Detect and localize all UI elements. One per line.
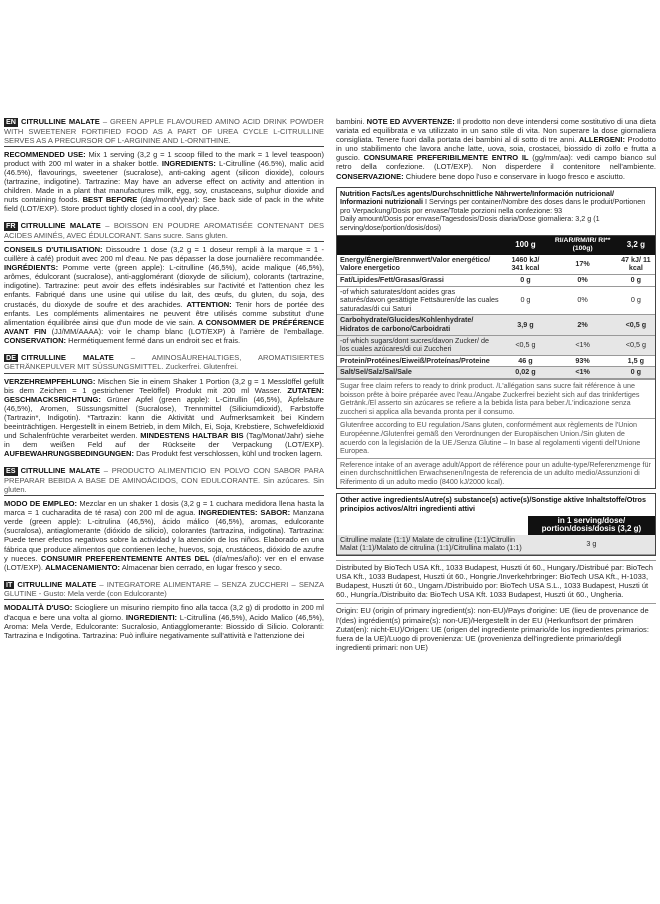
nutrition-grid xyxy=(337,236,655,379)
use-label: VERZEHREMPFEHLUNG: xyxy=(4,376,96,386)
value-ri: 0% xyxy=(549,275,617,287)
origin-info: Origin: EU (origin of primary ingredient(s): non-EU)/Pays d'origine: UE (lieu de provenance de l'(des) ingrédient(s) primaire(s): non-UE)/Hergestellt in der EU (Herkunftsort der primären Zutat(en): nicht-EU)/Origen: UE (origen del ingrediente primario/de los ingredientes primarios: fuera de la UE)/Luogo di provenienza: UE (provenienza dell'ingrediente primario/degli ingredienti primari: non UE) xyxy=(336,603,656,651)
use-text: Mezclar en un shaker 1 dosis (3,2 g = 1 cuchara medidora llena hasta la marca = 1 cucharadita de té rasa) con 200 ml de agua. xyxy=(4,499,324,518)
best-before-text: (JJ/MM/AAAA): voir le champ blanc (LOT/EXP) à l'arrière de l'emballage. xyxy=(46,326,324,336)
empty-header-cell xyxy=(337,236,502,255)
other-ingredients-grid xyxy=(337,516,655,555)
reference-intake-note: Reference intake of an average adult/Apport de référence pour un adulte-type/Referenzmenge für einen durchschnittlichen Erwachsenen/Ingesta de referencia de un adulto medio/Assunzioni di Riferimento di un adulto medio (8400 kJ/2000 kcal). xyxy=(337,458,655,489)
value-100g: 0,02 g xyxy=(502,367,548,379)
section-it-continued xyxy=(336,117,656,181)
nutrient-name: Salt/Sel/Salz/Sal/Sale xyxy=(337,367,502,379)
conservation-text: Hermétiquement fermé dans un endroit sec et frais. xyxy=(66,335,241,345)
nutrient-name: Protein/Protéines/Eiweiß/Proteínas/Proteine xyxy=(337,355,502,367)
section-en-header xyxy=(4,117,324,147)
storage-text: Almacenar bien cerrado, en lugar fresco y seco. xyxy=(120,562,282,572)
nutrient-name: Fat/Lipides/Fett/Grasas/Grassi xyxy=(337,275,502,287)
allergens-label: ALLERGENI: xyxy=(578,135,625,145)
section-fr-body xyxy=(4,245,324,345)
use-text: Sciogliere un misurino riempito fino alla tacca (3,2 g) di prodotto in 200 ml d'acqua e bere una volta al giorno. xyxy=(4,603,324,622)
product-description: – GREEN APPLE FLAVOURED AMINO ACID DRINK POWDER WITH SWEETENER FORTIFIED FOOD AS A PART OF UREA CYCLE L-CITRULLINE SERVES AS A PRECURSOR OF L-ARGININE AND L-ORNITHINE. xyxy=(4,117,324,145)
lang-badge-fr: FR xyxy=(6,221,16,231)
section-it xyxy=(4,580,324,640)
ingredients-text: Pomme verte (green apple): L-citrulline (46,5%), acide malique (46,5%), arômes, édulcorant (sucralose), anti-agglomérant (dioxyde de silicium), colorants (tartrazine, indigotine). Tartrazine: peut avoir des effets indésirables sur l'activité et l'attention chez les enfants. Fabriqué dans une usine qui utilise du lait, des œufs, du gluten, du soja, des crustacés, du dioxyde de soufre et des arachides. xyxy=(4,263,324,309)
value-100g: 0 g xyxy=(502,275,548,287)
it-text-1: bambini. xyxy=(336,117,367,126)
value-100g: 1460 kJ/ 341 kcal xyxy=(502,255,548,275)
attention-text: Tenir hors de portée des enfants. Les compléments alimentaires ne peuvent être utilisés comme substitut d'une alimentation équilibrée ainsi que d'un mode de vie sain. xyxy=(4,299,324,327)
best-before-label: A CONSOMMER DE PRÉFÉRENCE AVANT FIN xyxy=(4,317,324,336)
value-serving: <0,5 g xyxy=(617,335,655,355)
ingredients-label: INGREDIENTI: xyxy=(125,612,178,622)
product-title: CITRULLINE MALATE xyxy=(20,466,101,476)
product-title: CITRULLINE MALATE xyxy=(21,352,114,362)
it-text-2: Il prodotto non deve intendersi come sostitutivo di una dieta variata ed equilibrata e va utilizzato in un sano stile di vita. Non superare la dose giornaliera consigliata. Tenere fuori dalla portata dei bambini al di sotto di tre anni. xyxy=(336,117,656,145)
storage-text: Das Produkt fest verschlossen, kühl und trocken lagern. xyxy=(133,449,323,459)
table-row xyxy=(337,367,655,379)
use-label: MODO DE EMPLEO: xyxy=(4,499,77,509)
ingredients-text: L-Citrullina (46,5%), Acido Malico (46,5%), Aroma: Mela Verde, Edulcorante: Sucralosio, Antiagglomerante: Biossido di Silicio. Coloranti: Tartrazina e Indigotina. Tartrazina: Può influire negativamente sull'attività e l'attenzione dei xyxy=(4,612,324,640)
ingredients-label: INGREDIENTES: SABOR: xyxy=(198,508,291,518)
nutrient-name: -of which sugars/dont sucres/davon Zucker/ de los cuales azúcares/di cui Zuccheri xyxy=(337,335,502,355)
serving-column-header: in 1 serving/dose/ portion/dosis/dosis (3,2 g) xyxy=(528,516,655,535)
ingredients-label: ZUTATEN: GESCHMACKSRICHTUNG: xyxy=(4,385,324,404)
lang-badge-it: IT xyxy=(6,579,13,589)
nutrition-table xyxy=(336,187,656,490)
lang-badge-es: ES xyxy=(6,466,16,476)
product-title: CITRULLINE MALATE xyxy=(17,579,97,589)
value-serving: 0 g xyxy=(617,286,655,315)
table-row xyxy=(337,286,655,315)
col-header-ri: RI/AR/RM/IR/ RI** (100g) xyxy=(549,236,617,255)
other-ingredients-title: Other active ingredients/Autre(s) substance(s) active(s)/Sonstige aktive Inhaltstoffe/Otros principios activos/Altri ingredienti attivi xyxy=(340,495,646,514)
ingredients-text: L-Citrulline (46.5%), malic acid (46.5%), flavourings, sweetener (sucralose), anti-caking agent (silicon dioxide), colours (tartrazine, indigotine). Tartrazine: May have an adverse effect on activity and attention in children. Made in a plant that manufactures milk, egg, soy, crustaceans, sulphur dioxide and nuts containing foods. xyxy=(4,158,324,205)
value-serving: 0 g xyxy=(617,275,655,287)
conservation-label: CONSERVAZIONE: xyxy=(336,171,404,181)
best-before-label: CONSUMARE PREFERIBILMENTE ENTRO IL xyxy=(363,153,529,163)
table-row xyxy=(337,275,655,287)
notes-label: NOTE ED AVVERTENZE: xyxy=(366,117,455,126)
sugar-free-note: Sugar free claim refers to ready to drink product. /L'allégation sans sucre fait référence à une boisson prête à boire préparée avec l'eau./Angabe Zuckerfrei bezieht sich auf das trinkfertiges Getränk./El asserto sin azúcares se refiere a la bebida lista para beber./L'indicazione senza zuccheri si applica alla bevanda pronta per il consumo. xyxy=(337,379,655,418)
value-serving: 1,5 g xyxy=(617,355,655,367)
table-row xyxy=(337,535,655,555)
value-serving: 0 g xyxy=(617,367,655,379)
value-100g: 46 g xyxy=(502,355,548,367)
value-ri: 17% xyxy=(549,255,617,275)
use-label: CONSEILS D'UTILISATION: xyxy=(4,244,103,254)
use-label: RECOMMENDED USE: xyxy=(4,149,86,159)
nutrition-header xyxy=(337,188,655,236)
nutrient-name: -of which saturates/dont acides gras saturés/davon gesättigte Fettsäuren/de las cuales saturadas/di cui Saturi xyxy=(337,286,502,315)
best-before-label: BEST BEFORE xyxy=(82,195,138,205)
section-fr-header xyxy=(4,221,324,242)
section-it-body xyxy=(4,603,324,639)
section-en-body xyxy=(4,150,324,214)
other-ingredients-table xyxy=(336,493,656,556)
product-description: – AMINOSÄUREHALTIGES, AROMATISIERTES GETRÄNKEPULVER MIT SÜSSUNGSMITTEL. Zuckerfrei. Glutenfrei. xyxy=(4,352,325,372)
value-ri: <1% xyxy=(549,335,617,355)
best-before-text: (Tag/Monat/Jahr) siehe in dem weißen Feld auf der Rückseite der Verpackung (LOT/EXP). xyxy=(4,431,324,450)
right-column xyxy=(336,117,656,652)
left-column xyxy=(4,117,324,648)
servings-per-container: I Servings per container/Nombre des doses dans le produit/Portionen pro Verpackung/Dosis por envase/Totale porzioni nella confezione: 93 xyxy=(340,197,646,215)
nutrition-title: Nutrition Facts/Les agents/Durchschnittliche Nährwerte/Información nutricional/ Informazioni nutrizionali xyxy=(340,188,614,207)
best-before-label: CONSUMIR PREFERENTEMENTE ANTES DEL xyxy=(40,553,210,563)
product-title: CITRULLINE MALATE xyxy=(21,117,100,126)
value-100g: <0,5 g xyxy=(502,335,548,355)
ingredients-label: INGRÉDIENTS: xyxy=(4,263,59,273)
section-it-header xyxy=(4,580,324,601)
attention-label: ATTENTION: xyxy=(186,299,232,309)
product-description: – BOISSON EN POUDRE AROMATISÉE CONTENANT DES ACIDES AMINÉS, AVEC ÉDULCORANT. Sans sucre. Sans gluten. xyxy=(4,221,324,240)
gluten-free-note: Glutenfree according to EU regulation./Sans gluten, conformément aux règlements de l'Union Européenne./Glutenfrei gemäß den Verordnungen der Europäischen Union./Sin gluten de acuerdo con la legislación de la UE./Senza Glutine – In base al regolamenti vigenti dell'Unione Europea. xyxy=(337,418,655,457)
section-fr xyxy=(4,221,324,345)
nutrient-name: Carbohydrate/Glucides/Kohlenhydrate/ Hidratos de carbono/Carboidrati xyxy=(337,315,502,335)
value-ri: 93% xyxy=(549,355,617,367)
section-es-body xyxy=(4,499,324,572)
ingredients-label: INGREDIENTS: xyxy=(161,158,216,168)
value-serving: 47 kJ/ 11 kcal xyxy=(617,255,655,275)
ingredient-amount: 3 g xyxy=(528,535,655,555)
nutrient-name: Energy/Énergie/Brennwert/Valor energético/ Valore energetico xyxy=(337,255,502,275)
distributor-info: Distributed by BioTech USA Kft., 1033 Budapest, Huszti út 60., Hungary./Distribué par: BioTech USA Kft., 1033 Budapest, Huszti út 60., Hongrie./Inverkehrbringer: BioTech USA Kft., H-1033, Budapest, Huszti út 60., Ungarn./Distribuido por: BioTech USA S.L., 1033 Budapest, Huszti út 60., Hungría./Distribuito da: BioTech USA Kft. 1033 Budapest, Huszti út 60., Ungheria. xyxy=(336,560,656,599)
ingredients-text: Grüner Apfel (green apple): L-Citrullin (46,5%), Äpfelsäure (46,5%), Aromen, Süssungsmittel (Sucralose), Trennmittel (Siliciumdioxid), Farbstoffe (Tartrazin*, Indigotin). *Tartrazin: kann die Aktivität und Aufmerksamkeit bei Kindern beeinträchtigen. Hergestellt in einem Betrieb, in dem Milch, Ei, Soja, Krebstiere, Schwefeldioxid und Schalenfrüchte verarbeitet werden. xyxy=(4,394,324,441)
section-en xyxy=(4,117,324,213)
use-text: Dissoudre 1 dose (3,2 g = 1 doseur rempli à la marque = 1 - cuillère à café) produit avec 200 ml d'eau. Ne pas dépasser la dose journalière recommandée. xyxy=(4,244,324,264)
use-text: Mix 1 serving (3,2 g = 1 scoop filled to the mark = 1 level teaspoon) product with 200 ml water in a shaker bottle. xyxy=(4,149,324,168)
value-ri: 2% xyxy=(549,315,617,335)
value-100g: 0 g xyxy=(502,286,548,315)
value-serving: <0,5 g xyxy=(617,315,655,335)
col-header-serving: 3,2 g xyxy=(617,236,655,255)
product-description: – INTEGRATORE ALIMENTARE – SENZA ZUCCHERI – SENZA GLUTINE - Gusto: Mela verde (con Edulcorante) xyxy=(4,579,324,599)
use-text: Mischen Sie in einem Shaker 1 Portion (3,2 g = 1 Messlöffel gefüllt bis dem Zeichen = 1 gestrichener Teelöffel) Produkt mit 200 ml Wasser. xyxy=(4,376,324,395)
product-description: – PRODUCTO ALIMENTICIO EN POLVO CON SABOR PARA PREPARAR BEBIDA A BASE DE AMINOÁCIDOS, CON EDULCORANTE. Sin azúcares. Sin gluten. xyxy=(4,466,324,494)
ingredients-text: Manzana verde (green apple): L-citrulina (46,5%), ácido málico (46,5%), aromas, edulcorante (sucralosa), antiaglomerante (dióxido de silicio), colorantes (tartrazina, indigotina). Tartrazina: Puede tener efectos negativos sobre la actividad y la atención de los niños. Elaborado en una fábrica que produce alimentos que contienen leche, huevos, soja, crustáceos, dióxido de azufre y nueces. xyxy=(4,508,324,563)
best-before-text: (day/month/year): See back side of pack in the white field (LOT/EXP). Store product tightly closed in a cool, dry place. xyxy=(4,195,324,214)
table-row xyxy=(337,355,655,367)
conservation-label: CONSERVATION: xyxy=(4,335,67,345)
col-header-100g: 100 g xyxy=(502,236,548,255)
it-text-3: Prodotto in uno stabilimento che lavora anche latte, uova, soia, crostacei, biossido di zolfo e frutta a guscio. xyxy=(336,135,656,163)
table-row xyxy=(337,315,655,335)
section-de-body xyxy=(4,377,324,459)
ingredient-name: Citrulline malate (1:1)/ Malate de citrulline (1:1)/Citrullin Malat (1:1)/Malato de citrulina (1:1)/Citrullina malato (1:1) xyxy=(337,535,528,555)
storage-label: AUFBEWAHRUNGSBEDINGUNGEN: xyxy=(4,449,134,459)
daily-amount: Daily amount/Dosis por envase/Tagesdosis/Dosis diaria/Dose giornaliera: 3,2 g (1 serving/dose/portion/dosis/dosi) xyxy=(340,214,600,233)
value-ri: 0% xyxy=(549,286,617,315)
lang-badge-de: DE xyxy=(6,352,16,362)
storage-label: ALMACENAMIENTO: xyxy=(45,562,121,572)
lang-badge-en: EN xyxy=(6,117,16,126)
it-text-5: Chiudere bene dopo l'uso e conservare in luogo fresco e asciutto. xyxy=(403,171,625,181)
section-es xyxy=(4,466,324,571)
section-es-header xyxy=(4,466,324,496)
value-ri: <1% xyxy=(549,367,617,379)
section-de-header xyxy=(4,353,324,374)
other-ingredients-header xyxy=(337,516,655,535)
section-de xyxy=(4,353,324,458)
empty-header-cell xyxy=(337,516,528,535)
it-text-4: (gg/mm/aa): vedi campo bianco sul retro della confezione. (LOT/EXP). Non disperdere il contenitore nell'ambiente. xyxy=(336,153,657,172)
nutrition-rows xyxy=(337,255,655,379)
value-100g: 3,9 g xyxy=(502,315,548,335)
product-title: CITRULLINE MALATE xyxy=(20,221,101,231)
best-before-label: MINDESTENS HALTBAR BIS xyxy=(140,431,244,441)
nutrition-column-header xyxy=(337,236,655,255)
table-row xyxy=(337,255,655,275)
best-before-text: (día/mes/año): ver en el envase (LOT/EXP). xyxy=(4,553,324,572)
table-row xyxy=(337,335,655,355)
use-label: MODALITÀ D'USO: xyxy=(4,603,73,613)
